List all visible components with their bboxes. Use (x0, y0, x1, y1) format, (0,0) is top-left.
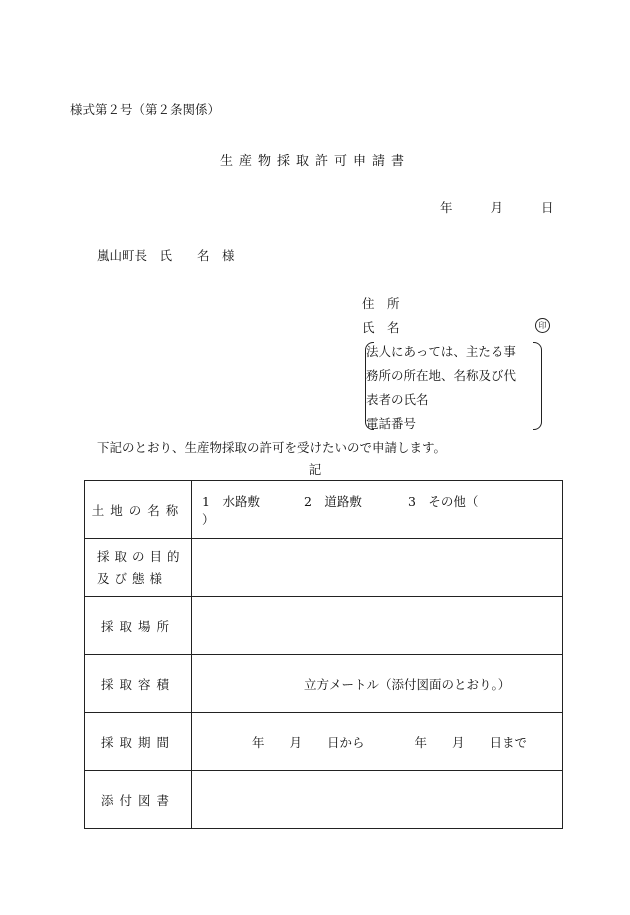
table-row (85, 539, 563, 597)
option-road[interactable]: 2 道路敷 (303, 493, 362, 509)
address-label: 住 所 (362, 296, 400, 311)
seal-mark: 印 (535, 318, 550, 333)
date-year: 年 (440, 200, 453, 215)
corporate-note (366, 340, 538, 436)
table-row (85, 771, 563, 829)
application-table (84, 480, 563, 829)
purpose-label-line2: 及び態様 (97, 570, 168, 586)
note-line: 電話番号 (366, 416, 417, 431)
table-row (85, 597, 563, 655)
option-waterway[interactable]: 1 水路敷 (202, 493, 260, 509)
option-other[interactable]: 3 その他（ (407, 493, 479, 509)
document-title: 生産物採取許可申請書 (219, 154, 410, 169)
attachment-label: 添付図書 (85, 771, 192, 829)
note-line: 務所の所在地、名称及び代 (366, 368, 517, 383)
name-label: 氏 名 (362, 320, 400, 335)
addressee: 嵐山町長 氏 名 様 (97, 248, 235, 263)
table-row (85, 655, 563, 713)
date-line (440, 198, 553, 216)
volume-field[interactable]: 立方メートル（添付図面のとおり。） (192, 655, 563, 713)
form-number: 様式第２号（第２条関係） (70, 102, 221, 117)
option-other-close: ） (202, 511, 215, 527)
ki-heading: 記 (308, 462, 322, 477)
place-field[interactable] (192, 597, 563, 655)
place-label: 採取場所 (85, 597, 192, 655)
date-month: 月 (490, 200, 503, 215)
intro-text: 下記のとおり、生産物採取の許可を受けたいので申請します。 (97, 440, 447, 455)
volume-label: 採取容積 (85, 655, 192, 713)
purpose-field[interactable] (192, 539, 563, 597)
date-day: 日 (540, 200, 554, 215)
land-name-label: 土地の名称 (85, 481, 192, 539)
purpose-label (85, 539, 192, 597)
purpose-label-line1: 採取の目的 (97, 548, 185, 564)
table-row (85, 713, 563, 771)
attachment-field[interactable] (192, 771, 563, 829)
note-line: 法人にあっては、主たる事 (366, 344, 516, 359)
land-name-options[interactable] (192, 481, 563, 539)
period-label: 採取期間 (85, 713, 192, 771)
note-line: 表者の氏名 (366, 392, 429, 407)
period-field[interactable]: 年 月 日から 年 月 日まで (192, 713, 563, 771)
table-row (85, 481, 563, 539)
